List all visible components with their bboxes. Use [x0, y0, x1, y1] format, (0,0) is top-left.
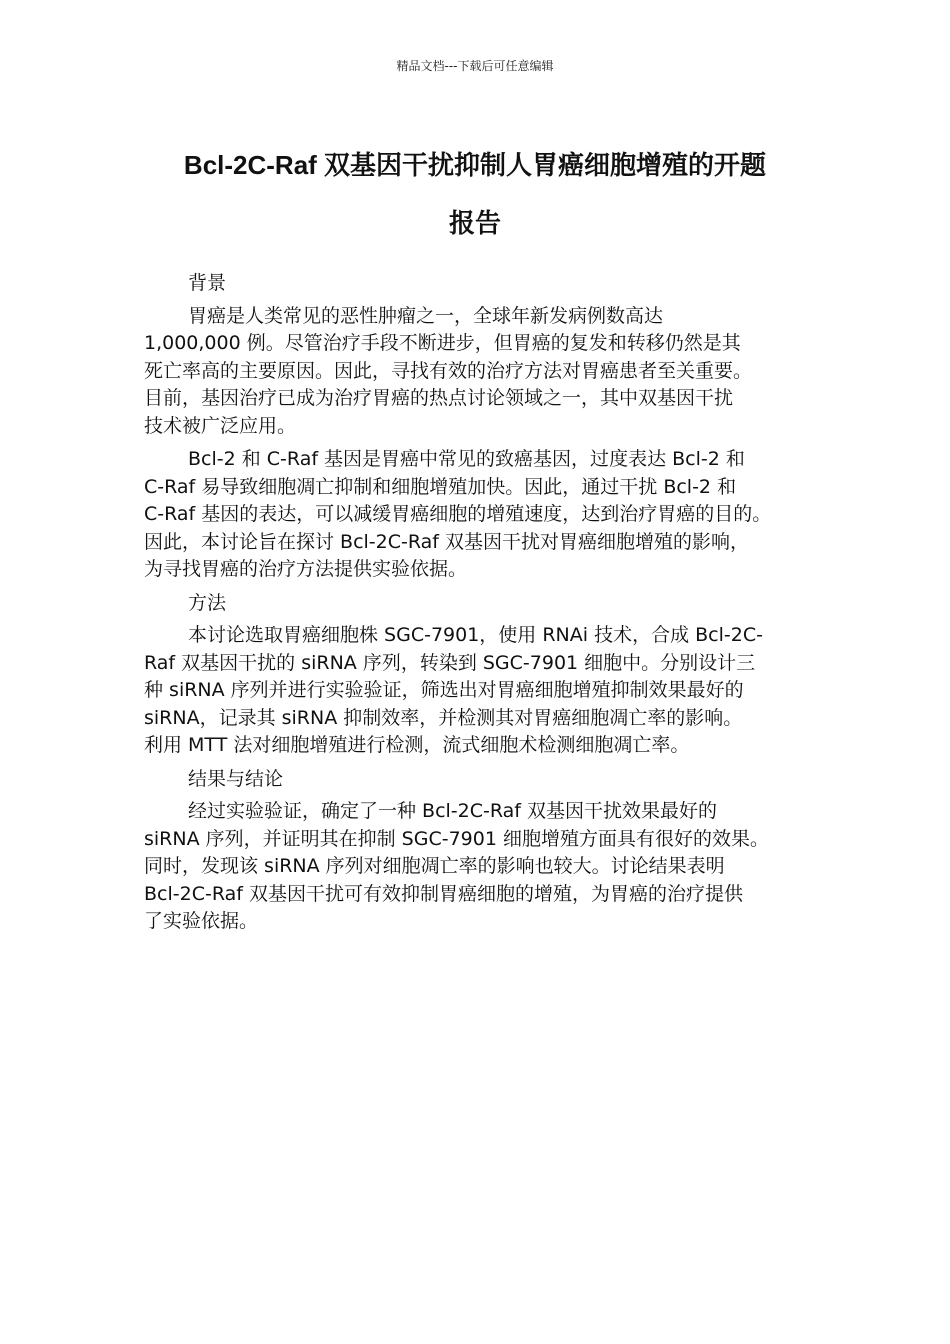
section-methods [144, 590, 820, 760]
section-background [144, 270, 820, 584]
section-heading-methods: 方法 [188, 591, 227, 614]
section-heading-results: 结果与结论 [188, 767, 284, 790]
document-body [144, 270, 820, 942]
section-results [144, 766, 820, 936]
results-paragraph-1: 经过实验验证，确定了一种 Bcl-2C-Raf 双基因干扰效果最好的 siRNA 序列，并证明其在抑制 SGC-7901 细胞增殖方面具有很好的效果。 同时，发现该 siRNA 序列对细胞凋亡率的影响也较大。讨论结果表明 Bcl-2C-Raf 双基因干扰可有效抑制胃癌细胞的增殖，为胃癌的治疗提供 了实验依据。 [144, 800, 769, 932]
background-paragraph-1: 胃癌是人类常见的恶性肿瘤之一，全球年新发病例数高达 1,000,000 例。尽管治疗手段不断进步，但胃癌的复发和转移仍然是其 死亡率高的主要原因。因此，寻找有效的治疗方法对胃癌患者至关重要。 目前，基因治疗已成为治疗胃癌的热点讨论领域之一，其中双基因干扰 技术被广泛应用。 [144, 304, 753, 437]
background-paragraph-2: Bcl-2 和 C-Raf 基因是胃癌中常见的致癌基因，过度表达 Bcl-2 和 C-Raf 易导致细胞凋亡抑制和细胞增殖加快。因此，通过干扰 Bcl-2 和 C-Raf 基因的表达，可以减缓胃癌细胞的增殖速度，达到治疗胃癌的目的。 因此，本讨论旨在探讨 Bcl-2C-Raf 双基因干扰对胃癌细胞增殖的影响， 为寻找胃癌的治疗方法提供实验依据。 [144, 448, 772, 580]
page-header-note: 精品文档---下载后可任意编辑 [396, 59, 554, 73]
methods-paragraph-1: 本讨论选取胃癌细胞株 SGC-7901，使用 RNAi 技术，合成 Bcl-2C- Raf 双基因干扰的 siRNA 序列，转染到 SGC-7901 细胞中。分别设计三 种 siRNA 序列并进行实验验证，筛选出对胃癌细胞增殖抑制效果最好的 siRNA，记录其 siRNA 抑制效率，并检测其对胃癌细胞凋亡率的影响。 利用 MTT 法对细胞增殖进行检测，流式细胞术检测细胞凋亡率。 [144, 624, 763, 756]
document-title: Bcl-2C-Raf 双基因干扰抑制人胃癌细胞增殖的开题 报告 [183, 150, 767, 238]
section-heading-background: 背景 [188, 272, 227, 294]
